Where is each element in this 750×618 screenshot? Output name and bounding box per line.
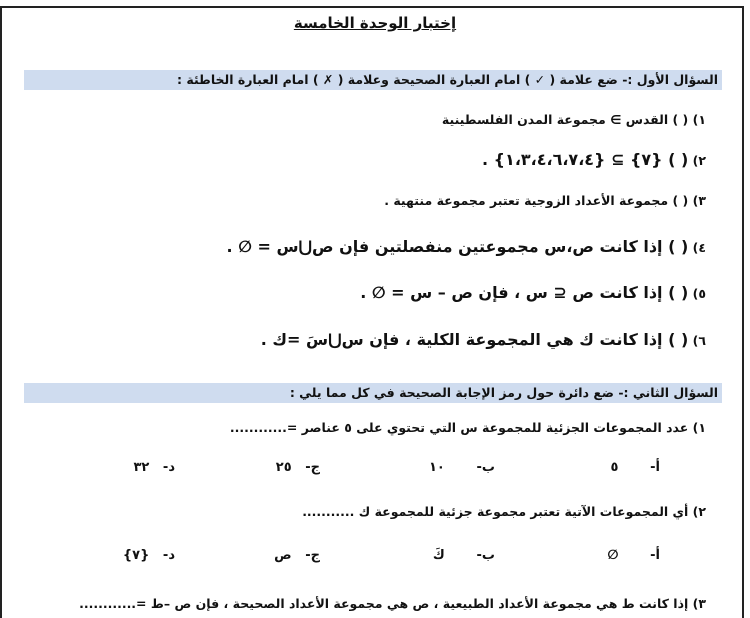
q1-item-6	[261, 330, 706, 349]
q1-item-num: ٤)	[692, 240, 706, 255]
option-value: ص	[274, 548, 292, 563]
q2-heading: السؤال الثاني :- ضع دائرة حول رمز الإجابة الصحيحة في كل مما يلي :	[24, 383, 722, 403]
q2-2-option-b[interactable]	[433, 548, 495, 563]
option-value: كَ	[432, 548, 445, 563]
option-value: {٧}	[122, 548, 150, 563]
option-value: ١٠	[428, 460, 445, 475]
q2-item-num: ٣)	[692, 596, 706, 611]
q1-item-text: ( ) إذا كانت ك هي المجموعة الكلية ، فإن س⋃سَ =ك .	[260, 330, 689, 349]
q2-2-option-a[interactable]	[607, 548, 660, 563]
q2-1-option-c[interactable]	[276, 460, 320, 475]
option-label: د-	[162, 460, 175, 475]
q2-item-num: ٢)	[692, 504, 706, 519]
q2-1-option-a[interactable]	[611, 460, 660, 475]
q1-heading: السؤال الأول :- ضع علامة ( ✓ ) امام العبارة الصحيحة وعلامة ( ✗ ) امام العبارة الخاطئة :	[24, 70, 722, 90]
q1-item-text: ( ) {٧} ⊇ {١،٣،٤،٦،٧،٤} .	[482, 150, 689, 169]
option-value: ٢٥	[275, 460, 292, 475]
q2-1-option-b[interactable]	[429, 460, 495, 475]
q2-2-option-c[interactable]	[274, 548, 320, 563]
option-value: ٣٢	[133, 460, 150, 475]
option-label: ب-	[476, 460, 495, 475]
option-label: ج-	[305, 548, 320, 563]
q1-item-text: ( ) مجموعة الأعداد الزوجية تعتبر مجموعة منتهية .	[384, 193, 689, 208]
q2-2-option-d[interactable]	[123, 548, 175, 563]
option-value: ٥	[610, 460, 619, 475]
q1-item-text: ( ) إذا كانت ص،س مجموعتين منفصلتين فإن ص⋃س = ∅ .	[226, 237, 689, 256]
q1-item-num: ٣)	[692, 193, 706, 208]
option-label: أ-	[650, 548, 660, 563]
q2-1-option-d[interactable]	[133, 460, 175, 475]
q1-item-text: ( ) إذا كانت ص ⊆ س ، فإن ص – س = ∅ .	[360, 283, 689, 302]
option-label: ب-	[476, 548, 495, 563]
q2-item-3	[79, 596, 706, 611]
option-label: ج-	[305, 460, 320, 475]
option-value: ∅	[607, 548, 619, 563]
q1-item-3	[384, 193, 706, 208]
q2-item-text: إذا كانت ط هي مجموعة الأعداد الطبيعية ، ص هي مجموعة الأعداد الصحيحة ، فإن ص –ط =............	[79, 596, 689, 611]
option-label: أ-	[650, 460, 660, 475]
q1-item-4	[227, 237, 706, 256]
q1-item-num: ٦)	[692, 333, 706, 348]
q1-item-2	[482, 150, 706, 169]
q2-item-1	[230, 420, 706, 435]
option-label: د-	[162, 548, 175, 563]
q2-item-text: أي المجموعات الآتية تعتبر مجموعة جزئية للمجموعة ك ...........	[302, 504, 689, 519]
q1-item-text: ( ) القدس ∋ مجموعة المدن الفلسطينية	[441, 112, 689, 127]
q1-item-1	[442, 112, 706, 127]
q2-item-2	[302, 504, 706, 519]
q1-item-5	[360, 283, 706, 302]
q1-item-num: ٥)	[692, 286, 706, 301]
q2-item-text: عدد المجموعات الجزئية للمجموعة س التي تحتوي على ٥ عناصر =............	[229, 420, 689, 435]
q1-item-num: ٢)	[692, 153, 706, 168]
page-title: إختبار الوحدة الخامسة	[293, 14, 457, 32]
q1-item-num: ١)	[692, 112, 706, 127]
q2-item-num: ١)	[692, 420, 706, 435]
page-frame	[0, 6, 744, 618]
